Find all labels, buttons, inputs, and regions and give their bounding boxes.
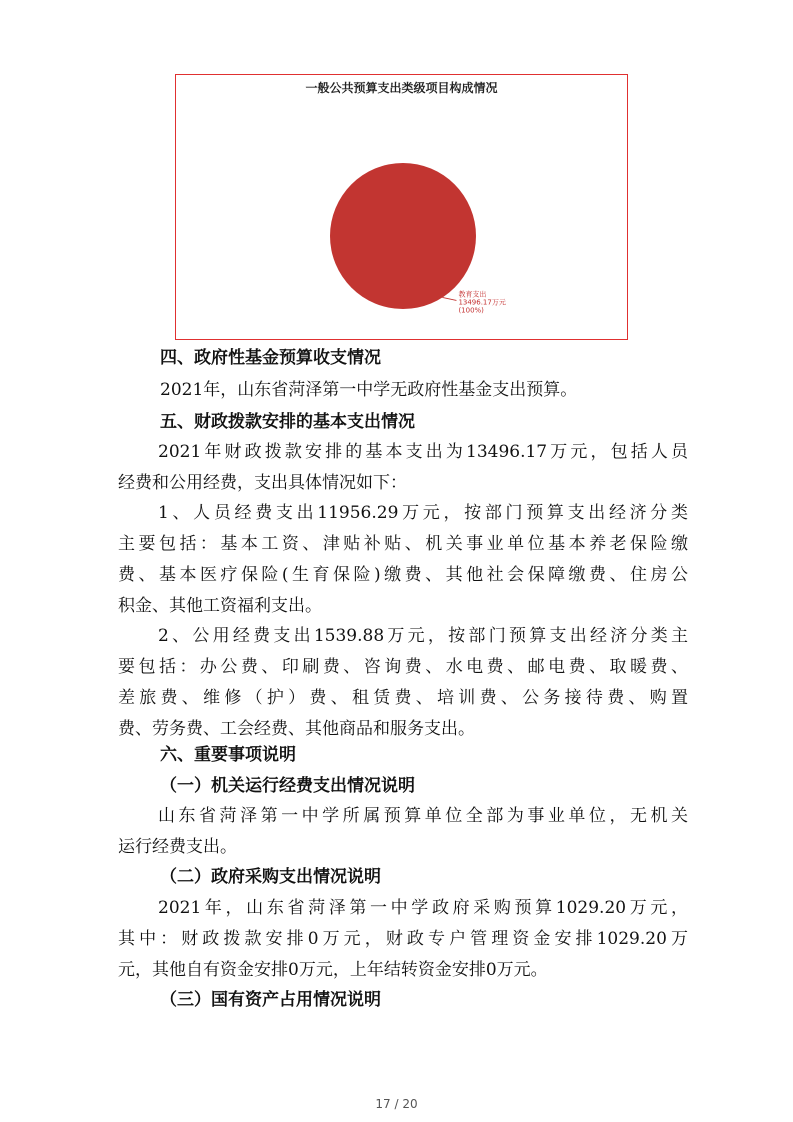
text-line: 积金、其他工资福利支出。 [118,596,322,616]
chart-title: 一般公共预算支出类级项目构成情况 [305,81,498,95]
section5-intro [118,437,688,499]
text-line: 费、基本医疗保险(生育保险)缴费、其他社会保障缴费、住房公 [118,565,688,585]
section4-heading: 四、政府性基金预算收支情况 [160,348,381,368]
pie-slice-label: 13496.17万元 [458,298,506,307]
text-line: 山东省菏泽第一中学所属预算单位全部为事业单位，无机关 [158,806,688,826]
section6-sub1-heading: （一）机关运行经费支出情况说明 [160,776,415,796]
text-line: 费、劳务费、工会经费、其他商品和服务支出。 [118,719,475,739]
text-line: 要包括：办公费、印刷费、咨询费、水电费、邮电费、取暖费、 [118,657,688,677]
section6-sub2-body [118,893,688,986]
pie-chart-frame [175,74,628,340]
text-line: 1、人员经费支出11956.29万元，按部门预算支出经济分类 [158,503,688,523]
text-line: 2、公用经费支出1539.88万元，按部门预算支出经济分类主 [158,626,688,646]
section5-item2 [118,621,688,745]
section6-sub2-heading: （二）政府采购支出情况说明 [160,867,381,887]
section6-sub3-heading: （三）国有资产占用情况说明 [160,990,381,1010]
section6-sub1-body [118,801,688,863]
text-line: 主要包括：基本工资、津贴补贴、机关事业单位基本养老保险缴 [118,534,688,554]
text-line: 运行经费支出。 [118,837,237,857]
pie-chart [176,75,627,339]
section6-heading: 六、重要事项说明 [160,745,296,765]
text-line: 元，其他自有资金安排0万元，上年结转资金安排0万元。 [118,960,548,980]
pie-slice-label: (100%) [458,306,484,315]
text-line: 经费和公用经费，支出具体情况如下： [118,473,407,493]
section5-item1 [118,498,688,622]
section5-heading: 五、财政拨款安排的基本支出情况 [160,412,415,432]
pie-leader-line [442,297,456,300]
pie-slice-label: 教育支出 [458,290,487,299]
text-line: 其中：财政拨款安排0万元，财政专户管理资金安排1029.20万 [118,929,688,949]
pie-slice [330,163,476,309]
section4-body: 2021年，山东省菏泽第一中学无政府性基金支出预算。 [160,380,578,400]
text-line: 2021年财政拨款安排的基本支出为13496.17万元，包括人员 [158,442,688,462]
page-number: 17 / 20 [375,1097,418,1111]
text-line: 差旅费、维修（护）费、租赁费、培训费、公务接待费、购置 [118,688,688,708]
text-line: 2021年，山东省菏泽第一中学政府采购预算1029.20万元， [158,898,688,918]
